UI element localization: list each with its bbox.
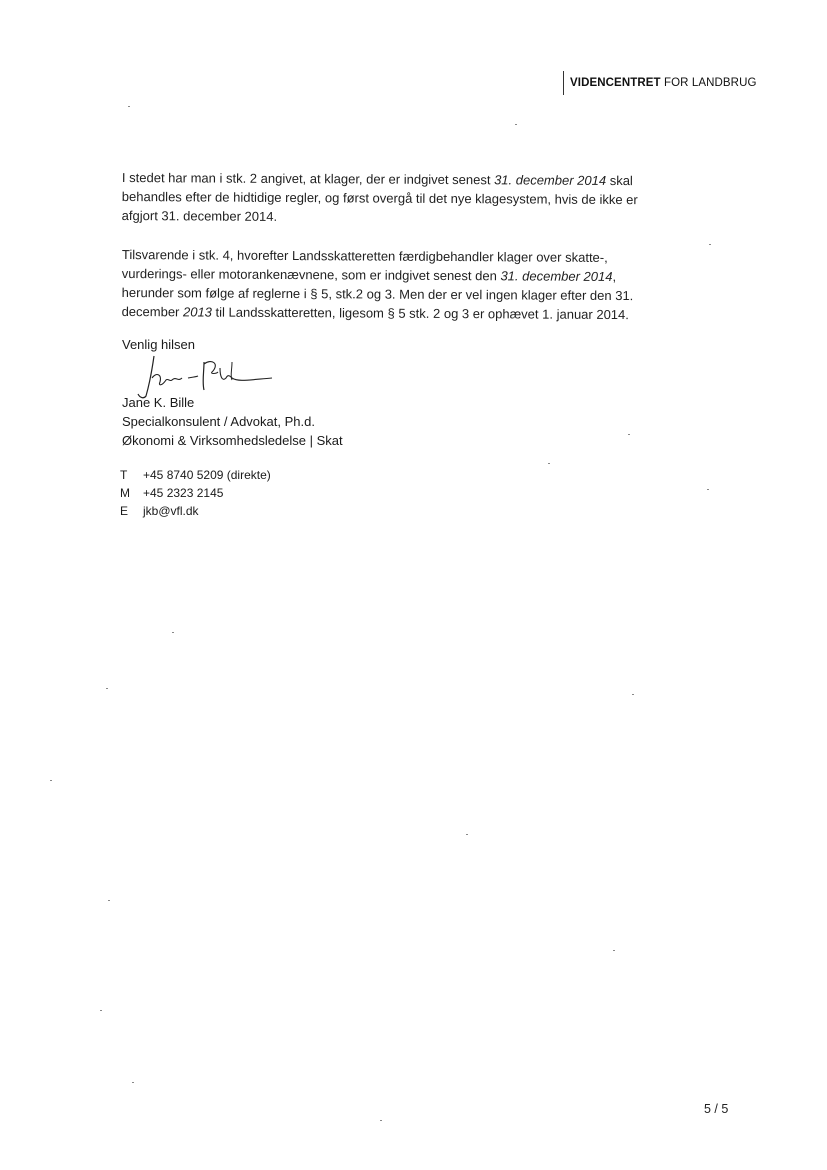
scan-speck — [515, 124, 517, 125]
scan-speck — [106, 688, 108, 689]
contact-key: M — [120, 486, 130, 500]
signatory-department: Økonomi & Virksomhedsledelse | Skat — [122, 433, 343, 448]
contact-list — [120, 466, 271, 520]
para2-text-b: , herunder som følge af reglerne i § 5, stk.2 og 3. Men der er vel ingen klager efter den 31. december — [121, 268, 634, 320]
scan-speck — [380, 1120, 382, 1121]
para1-date: 31. december 2014 — [494, 172, 607, 188]
brand-name-light: FOR LANDBRUG — [663, 77, 757, 89]
contact-email — [120, 502, 271, 520]
para2-text-a: Tilsvarende i stk. 4, hvorefter Landsskatteretten færdigbehandler klager over skatte-, vurderings- eller motorankenævnene, som er indgivet senest den — [121, 246, 608, 284]
scan-speck — [466, 834, 468, 835]
contact-phone-direct — [120, 466, 271, 484]
paragraph-1 — [122, 168, 662, 228]
scan-speck — [628, 434, 630, 435]
contact-mobile — [120, 484, 271, 502]
para2-text-c: til Landsskatteretten, ligesom § 5 stk. 2 og 3 er ophævet 1. januar 2014. — [211, 304, 629, 323]
scan-speck — [100, 1010, 102, 1011]
scan-speck — [707, 489, 709, 490]
scan-speck — [632, 694, 634, 695]
contact-value: +45 8740 5209 (direkte) — [143, 468, 271, 482]
header-brand — [563, 70, 757, 96]
brand-logo-text — [570, 77, 757, 89]
contact-value: jkb@vfl.dk — [143, 504, 199, 518]
contact-key: T — [120, 468, 128, 482]
contact-key: E — [120, 504, 129, 518]
contact-value: +45 2323 2145 — [143, 486, 224, 500]
brand-name-strong: VIDENCENTRET — [570, 77, 661, 89]
para1-text-b: skal behandles efter de hidtidige regler, og først overgå til det nye klagesystem, hvis de ikke er afgjort 31. december 2014. — [121, 172, 638, 224]
page-number: 5 / 5 — [704, 1102, 729, 1116]
scan-speck — [709, 244, 711, 245]
scan-speck — [50, 780, 52, 781]
scan-speck — [548, 463, 550, 464]
scan-speck — [128, 106, 130, 107]
para1-text-a: I stedet har man i stk. 2 angivet, at klager, der er indgivet senest — [121, 169, 495, 188]
scan-speck — [132, 1082, 134, 1083]
scan-speck — [172, 632, 174, 633]
scan-speck — [613, 950, 615, 951]
closing-greeting: Venlig hilsen — [122, 337, 195, 352]
para2-date-1: 31. december 2014 — [500, 268, 613, 284]
paragraph-2 — [122, 245, 662, 324]
scan-speck — [108, 900, 110, 901]
signatory-title: Specialkonsulent / Advokat, Ph.d. — [122, 414, 315, 429]
brand-divider — [563, 71, 564, 95]
para2-date-2: 2013 — [182, 304, 212, 320]
signature-block — [122, 393, 343, 450]
signatory-name: Jane K. Bille — [122, 395, 195, 410]
